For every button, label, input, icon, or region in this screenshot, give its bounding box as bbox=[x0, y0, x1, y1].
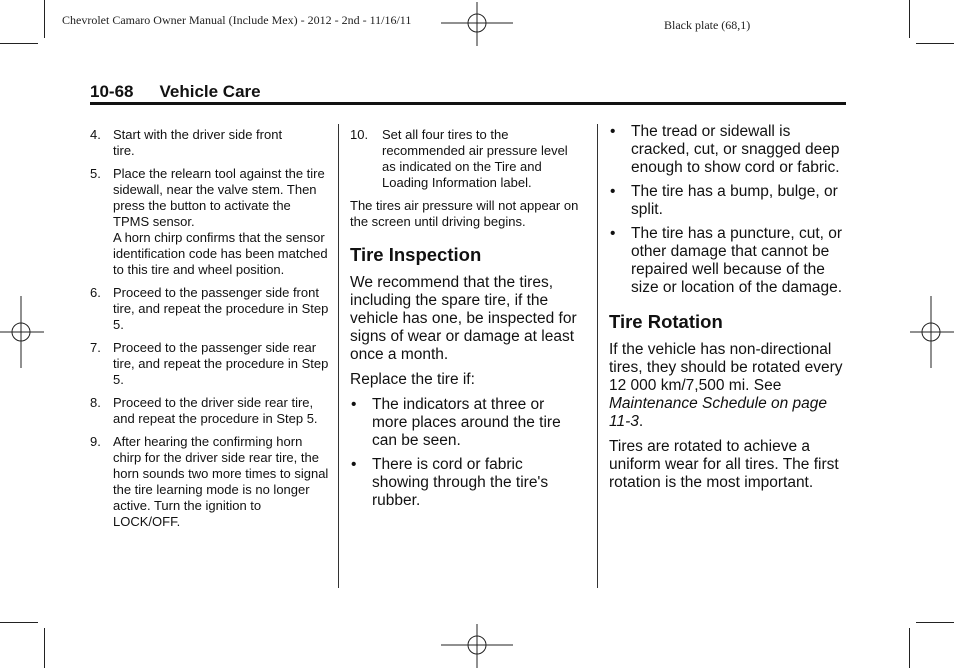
step-text: Proceed to the passenger side rear tire, and repeat the procedure in Step 5. bbox=[113, 340, 329, 387]
step-number: 4. bbox=[90, 127, 101, 142]
rotation-text-end: . bbox=[638, 413, 644, 430]
crop-mark-top-left-v bbox=[44, 0, 45, 38]
rotation-text: If the vehicle has non-directional tires, they should be rotated every 12 000 km/7,500 mi. See bbox=[609, 341, 843, 394]
step-number: 7. bbox=[90, 340, 101, 355]
step-note: A horn chirp confirms that the sensor identification code has been matched to this tire and wheel position. bbox=[113, 230, 328, 277]
bullet-puncture bbox=[609, 225, 847, 297]
step-9 bbox=[90, 434, 330, 530]
step-7 bbox=[90, 340, 330, 388]
print-slug-right: Black plate (68,1) bbox=[664, 18, 751, 32]
crop-mark-top-right-h bbox=[916, 43, 954, 44]
section-title: Vehicle Care bbox=[159, 82, 261, 101]
bullet-icon: • bbox=[351, 456, 357, 473]
step-number: 8. bbox=[90, 395, 101, 410]
column-divider-1 bbox=[338, 124, 339, 588]
bullet-text: There is cord or fabric showing through the tire's rubber. bbox=[372, 456, 549, 509]
step-text: After hearing the confirming horn chirp for the driver side rear tire, the horn sounds two more times to signal the tire learning mode is no longer active. Turn the ignition to LOCK/OFF. bbox=[113, 434, 329, 529]
registration-target-top-icon bbox=[441, 2, 513, 46]
crop-mark-top-right-v bbox=[909, 0, 910, 38]
crop-mark-bottom-left-v bbox=[44, 628, 45, 668]
registration-target-right-icon bbox=[910, 296, 954, 368]
crop-mark-bottom-left-h bbox=[0, 622, 38, 623]
bullet-icon: • bbox=[351, 396, 357, 413]
pressure-note: The tires air pressure will not appear on the screen until driving begins. bbox=[350, 198, 579, 229]
step-8 bbox=[90, 395, 330, 427]
registration-target-bottom-icon bbox=[441, 624, 513, 668]
column-1 bbox=[90, 127, 330, 537]
heading-tire-inspection: Tire Inspection bbox=[350, 244, 482, 265]
step-number: 5. bbox=[90, 166, 101, 181]
step-text: Start with the driver side front tire. bbox=[113, 127, 283, 158]
column-2 bbox=[350, 127, 582, 516]
step-text: Place the relearn tool against the tire sidewall, near the valve stem. Then press the button to activate the TPMS sensor. bbox=[113, 166, 325, 229]
bullet-indicators bbox=[350, 396, 582, 450]
rotation-paragraph bbox=[609, 341, 847, 431]
bullet-text: The indicators at three or more places around the tire can be seen. bbox=[372, 396, 561, 449]
replace-intro: Replace the tire if: bbox=[350, 371, 475, 388]
heading-tire-rotation: Tire Rotation bbox=[609, 311, 723, 332]
page-number: 10-68 bbox=[90, 82, 134, 101]
step-4 bbox=[90, 127, 330, 159]
bullet-icon: • bbox=[610, 183, 616, 200]
step-6 bbox=[90, 285, 330, 333]
bullet-text: The tire has a puncture, cut, or other damage that cannot be repaired well because of the size or location of the damage. bbox=[631, 225, 843, 296]
rotation-purpose-paragraph: Tires are rotated to achieve a uniform wear for all tires. The first rotation is the most important. bbox=[609, 438, 839, 491]
step-5 bbox=[90, 166, 330, 278]
bullet-text: The tread or sidewall is cracked, cut, or snagged deep enough to show cord or fabric. bbox=[631, 123, 840, 176]
bullet-text: The tire has a bump, bulge, or split. bbox=[631, 183, 838, 218]
step-text: Proceed to the driver side rear tire, and repeat the procedure in Step 5. bbox=[113, 395, 318, 426]
registration-target-left-icon bbox=[0, 296, 44, 368]
column-3 bbox=[609, 123, 847, 499]
inspection-paragraph: We recommend that the tires, including the spare tire, if the vehicle has one, be inspected for signs of wear or damage at least once a month. bbox=[350, 274, 577, 363]
crop-mark-bottom-right-h bbox=[916, 622, 954, 623]
crop-mark-top-left-h bbox=[0, 43, 38, 44]
step-10 bbox=[350, 127, 582, 191]
step-text: Set all four tires to the recommended air pressure level as indicated on the Tire and Loading Information label. bbox=[382, 127, 568, 190]
step-text: Proceed to the passenger side front tire, and repeat the procedure in Step 5. bbox=[113, 285, 329, 332]
crop-mark-bottom-right-v bbox=[909, 628, 910, 668]
maintenance-schedule-link[interactable]: Maintenance Schedule on page 11-3 bbox=[609, 395, 828, 430]
column-divider-2 bbox=[597, 124, 598, 588]
bullet-icon: • bbox=[610, 225, 616, 242]
header-rule bbox=[90, 102, 846, 105]
bullet-cord-fabric bbox=[350, 456, 582, 510]
step-number: 6. bbox=[90, 285, 101, 300]
running-head bbox=[90, 82, 261, 102]
bullet-icon: • bbox=[610, 123, 616, 140]
bullet-bump-bulge bbox=[609, 183, 847, 219]
step-number: 9. bbox=[90, 434, 101, 449]
step-number: 10. bbox=[350, 127, 369, 142]
print-slug-left: Chevrolet Camaro Owner Manual (Include Mex) - 2012 - 2nd - 11/16/11 bbox=[62, 13, 412, 27]
bullet-tread-sidewall bbox=[609, 123, 847, 177]
